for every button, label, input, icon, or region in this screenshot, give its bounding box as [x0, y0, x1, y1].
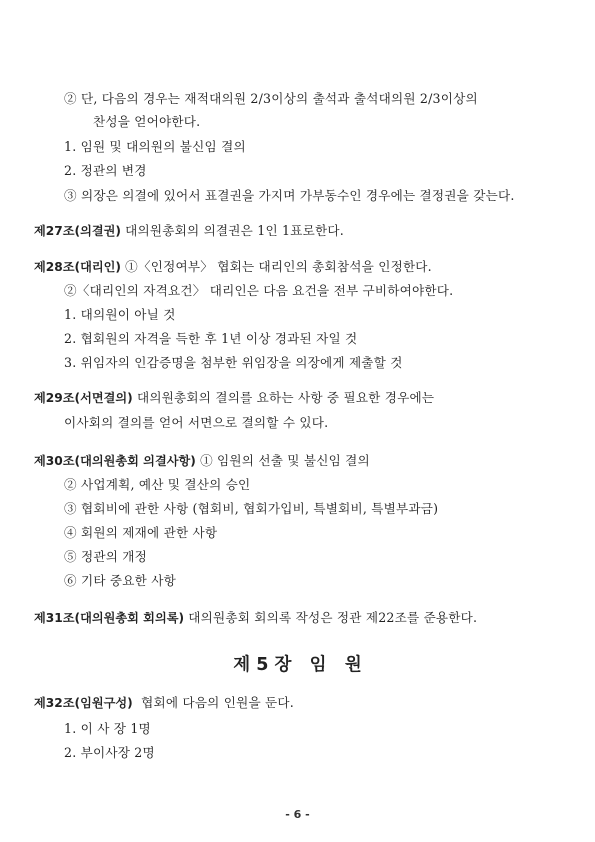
article-29 — [34, 389, 434, 407]
article-text: 대의원총회 회의록 작성은 정관 제22조를 준용한다. — [184, 610, 478, 625]
page-number: - 6 - — [285, 808, 310, 821]
list-item: 2. 부이사장 2명 — [64, 745, 155, 760]
list-item: 1. 대의원이 아닐 것 — [64, 307, 176, 322]
chapter-heading: 제 5 장 임 원 — [233, 655, 362, 675]
article-title: 제27조(의결권) — [34, 224, 121, 238]
article-28 — [34, 258, 432, 276]
paragraph-line: 이사회의 결의를 얻어 서면으로 결의할 수 있다. — [64, 415, 329, 430]
list-item: 2. 협회원의 자격을 득한 후 1년 이상 경과된 자일 것 — [64, 331, 358, 346]
list-item: ④ 회원의 제재에 관한 사항 — [64, 525, 218, 540]
article-text: ① 임원의 선출 및 불신임 결의 — [195, 453, 370, 468]
article-30 — [34, 452, 370, 470]
paragraph-line: ③ 의장은 의결에 있어서 표결권을 가지며 가부동수인 경우에는 결정권을 갖는다. — [64, 188, 515, 203]
paragraph-line: 찬성을 얻어야한다. — [93, 114, 201, 129]
paragraph-line: ②〈대리인의 자격요건〉 대리인은 다음 요건을 전부 구비하여야한다. — [64, 283, 454, 298]
list-item: 2. 정관의 변경 — [64, 163, 147, 178]
article-text: ①〈인정여부〉 협회는 대리인의 총회참석을 인정한다. — [120, 259, 432, 274]
article-title: 제32조(임원구성) — [34, 696, 133, 710]
article-title: 제30조(대의원총회 의결사항) — [34, 454, 196, 468]
article-text: 대의원총회의 의결권은 1인 1표로한다. — [120, 223, 344, 238]
article-text: 협회에 다음의 인원을 둔다. — [132, 695, 294, 710]
list-item: 1. 임원 및 대의원의 불신임 결의 — [64, 139, 246, 154]
article-32 — [34, 694, 294, 712]
article-title: 제28조(대리인) — [34, 260, 121, 274]
article-title: 제31조(대의원총회 회의록) — [34, 611, 185, 625]
list-item: 3. 위임자의 인감증명을 첨부한 위임장을 의장에게 제출할 것 — [64, 355, 403, 370]
list-item: 1. 이 사 장 1명 — [64, 721, 151, 736]
article-27 — [34, 222, 344, 240]
list-item: ② 사업계획, 예산 및 결산의 승인 — [64, 477, 251, 492]
article-title: 제29조(서면결의) — [34, 391, 133, 405]
article-text: 대의원총회의 결의를 요하는 사항 중 필요한 경우에는 — [132, 390, 435, 405]
list-item: ③ 협회비에 관한 사항 (협회비, 협회가입비, 특별회비, 특별부과금) — [64, 501, 439, 516]
list-item: ⑥ 기타 중요한 사항 — [64, 573, 176, 588]
paragraph-line: ② 단, 다음의 경우는 재적대의원 2/3이상의 출석과 출석대의원 2/3이상의 — [64, 91, 478, 106]
list-item: ⑤ 정관의 개정 — [64, 549, 148, 564]
article-31 — [34, 609, 477, 627]
